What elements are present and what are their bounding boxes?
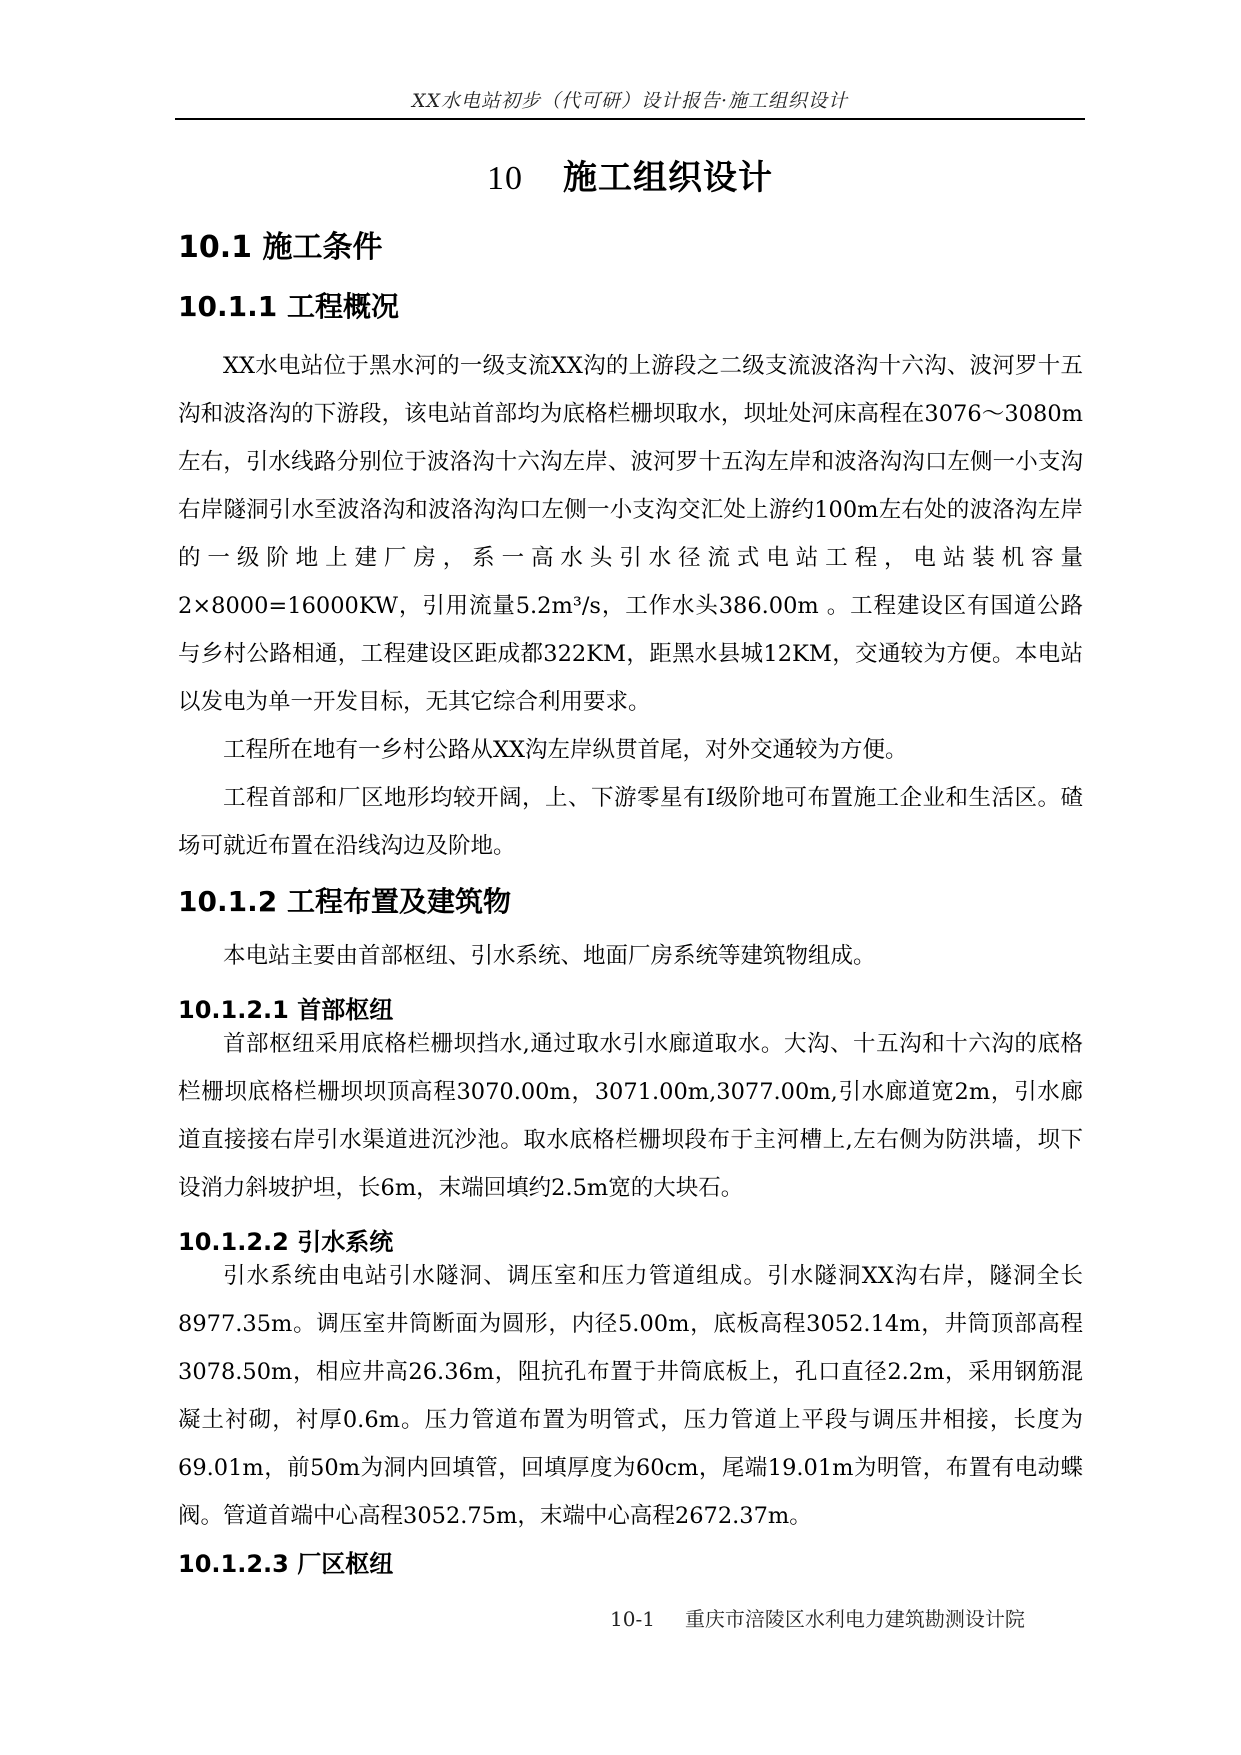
running-header: XX水电站初步（代可研）设计报告·施工组织设计 (411, 90, 849, 112)
section-heading-10-1-1: 10.1.1 工程概况 (178, 290, 399, 323)
paragraph-project-overview: XX水电站位于黑水河的一级支流XX沟的上游段之二级支流波洛沟十六沟、波河罗十五沟和波洛沟的下游段，该电站首部均为底格栏栅坝取水，坝址处河床高程在3076～3080m左右，引水线路分别位于波洛沟十六沟左岸、波河罗十五沟左岸和波洛沟沟口左侧一小支沟右岸隧洞引水至波洛沟和波洛沟沟口左侧一小支沟交汇处上游约100m左右处的波洛沟左岸的一级阶地上建厂房，系一高水头引水径流式电站工程，电站装机容量2×8000=16000KW，引用流量5.2m³/s，工作水头386.00m 。工程建设区有国道公路与乡村公路相通，工程建设区距成都322KM，距黑水县城12KM，交通较为方便。本电站以发电为单一开发目标，无其它综合利用要求。 (178, 353, 1083, 715)
chapter-title (175, 150, 1085, 199)
header-rule (175, 118, 1085, 120)
paragraph-buildings: 本电站主要由首部枢纽、引水系统、地面厂房系统等建筑物组成。 (223, 943, 876, 969)
footer-organization: 重庆市涪陵区水利电力建筑勘测设计院 (684, 1607, 1025, 1631)
paragraph-traffic: 工程所在地有一乡村公路从XX沟左岸纵贯首尾，对外交通较为方便。 (223, 737, 908, 763)
page-footer (610, 1603, 1025, 1632)
section-heading-10-1-2-2: 10.1.2.2 引水系统 (178, 1228, 394, 1256)
paragraph-terrain: 工程首部和厂区地形均较开阔，上、下游零星有Ⅰ级阶地可布置施工企业和生活区。碴场可就近布置在沿线沟边及阶地。 (178, 785, 1083, 859)
page-number: 10-1 (610, 1607, 655, 1631)
paragraph-water-diversion: 引水系统由电站引水隧洞、调压室和压力管道组成。引水隧洞XX沟右岸，隧洞全长8977.35m。调压室井筒断面为圆形，内径5.00m，底板高程3052.14m，井筒顶部高程3078.50m，相应井高26.36m，阻抗孔布置于井筒底板上，孔口直径2.2m，采用钢筋混凝土衬砌，衬厚0.6m。压力管道布置为明管式，压力管道上平段与调压井相接，长度为69.01m，前50m为洞内回填管，回填厚度为60cm，尾端19.01m为明管，布置有电动蝶阀。管道首端中心高程3052.75m，末端中心高程2672.37m。 (178, 1263, 1083, 1529)
section-heading-10-1: 10.1 施工条件 (178, 230, 383, 265)
section-heading-10-1-2: 10.1.2 工程布置及建筑物 (178, 885, 511, 918)
paragraph-head-works: 首部枢纽采用底格栏栅坝挡水,通过取水引水廊道取水。大沟、十五沟和十六沟的底格栏栅坝底格栏栅坝坝顶高程3070.00m，3071.00m,3077.00m,引水廊道宽2m，引水廊道直接接右岸引水渠道进沉沙池。取水底格栏栅坝段布于主河槽上,左右侧为防洪墙，坝下设消力斜坡护坦，长6m，末端回填约2.5m宽的大块石。 (178, 1031, 1083, 1201)
section-heading-10-1-2-3: 10.1.2.3 厂区枢纽 (178, 1550, 394, 1578)
chapter-number: 10 (487, 160, 523, 197)
chapter-title-text: 施工组织设计 (563, 158, 773, 198)
section-heading-10-1-2-1: 10.1.2.1 首部枢纽 (178, 996, 394, 1024)
